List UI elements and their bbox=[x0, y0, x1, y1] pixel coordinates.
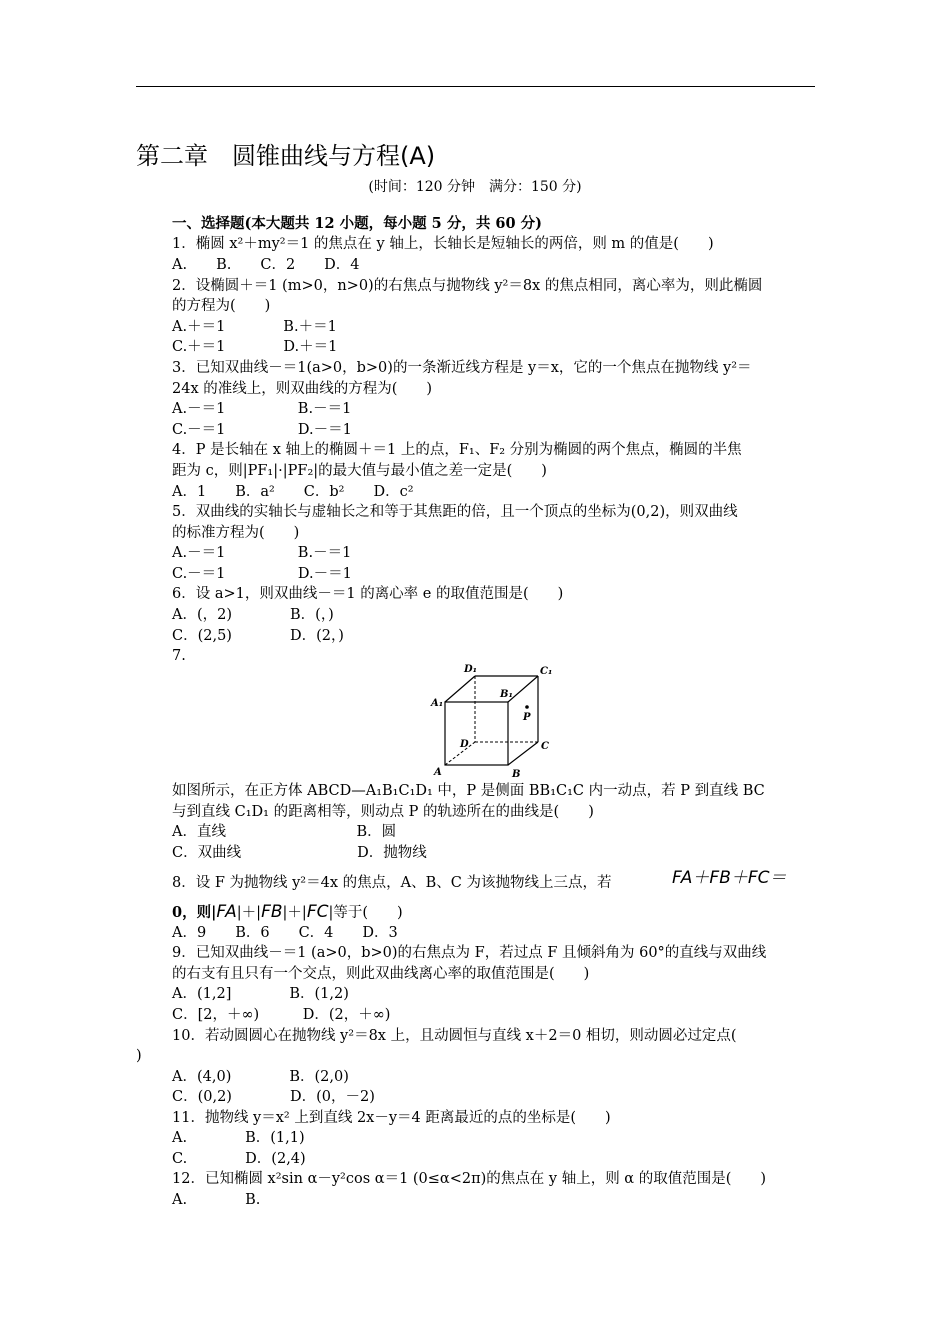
q5-stem-cont: 的标准方程为( ) bbox=[172, 525, 300, 541]
front-face bbox=[445, 702, 508, 765]
q7-number: 7. bbox=[172, 648, 186, 664]
q5-stem: 5．双曲线的实轴长与虚轴长之和等于其焦距的倍，且一个顶点的坐标为(0,2)，则双曲线 bbox=[172, 504, 738, 520]
q2-stem-cont: 的方程为( ) bbox=[172, 298, 271, 314]
q3-options-ab: A.－＝1 B.－＝1 bbox=[172, 401, 352, 417]
q1-stem: 1．椭圆 x²＋my²＝1 的焦点在 y 轴上，长轴长是短轴长的两倍，则 m 的值是( ) bbox=[172, 236, 714, 252]
q8-zero: 0，则| bbox=[172, 904, 217, 921]
q6-options-cd: C．(2,5) D．(2，) bbox=[172, 628, 344, 644]
q10-stem-cont: ) bbox=[136, 1048, 142, 1064]
q9-options-ab: A．(1,2] B．(1,2) bbox=[172, 986, 349, 1002]
label-a1: A₁ bbox=[431, 698, 444, 709]
q7-stem: 如图所示，在正方体 ABCD—A₁B₁C₁D₁ 中，P 是侧面 BB₁C₁C 内一动点，若 P 到直线 BC bbox=[172, 783, 765, 799]
q9-options-cd: C．[2，＋∞) D．(2，＋∞) bbox=[172, 1007, 391, 1023]
label-d: D bbox=[460, 739, 469, 750]
q11-options-ab: A. B．(1,1) bbox=[172, 1130, 305, 1146]
q8-vec-fa: FA bbox=[216, 902, 237, 922]
label-b: B bbox=[512, 769, 521, 780]
label-b1: B₁ bbox=[500, 689, 513, 700]
q8-stem-cont bbox=[172, 902, 403, 922]
q10-options-cd: C．(0,2) D．(0，－2) bbox=[172, 1089, 375, 1105]
q8-sep1: |＋| bbox=[236, 905, 262, 921]
q8-vec-fb: FB bbox=[261, 902, 283, 922]
q8-options: A．9 B．6 C．4 D．3 bbox=[172, 925, 398, 941]
q11-stem: 11．抛物线 y＝x² 上到直线 2x－y＝4 距离最近的点的坐标是( ) bbox=[172, 1110, 611, 1126]
section-heading: 一、选择题(本大题共 12 小题，每小题 5 分，共 60 分) bbox=[172, 215, 542, 232]
q7-options-ab: A．直线 B．圆 bbox=[172, 824, 397, 840]
q3-stem: 3．已知双曲线－＝1(a>0，b>0)的一条渐近线方程是 y＝x，它的一个焦点在抛物线 y²＝ bbox=[172, 360, 752, 376]
edge-bc bbox=[508, 742, 538, 765]
page-title: 第二章 圆锥曲线与方程(A) bbox=[136, 142, 436, 170]
label-p: P bbox=[523, 712, 531, 723]
q9-stem-cont: 的右支有且只有一个交点，则此双曲线离心率的取值范围是( ) bbox=[172, 966, 590, 982]
label-c1: C₁ bbox=[540, 666, 553, 677]
q3-stem-cont: 24x 的准线上，则双曲线的方程为( ) bbox=[172, 381, 433, 397]
q10-options-ab: A．(4,0) B．(2,0) bbox=[172, 1069, 349, 1085]
q7-stem-cont: 与到直线 C₁D₁ 的距离相等，则动点 P 的轨迹所在的曲线是( ) bbox=[172, 804, 594, 820]
q2-stem: 2．设椭圆＋＝1 (m>0，n>0)的右焦点与抛物线 y²＝8x 的焦点相同，离心率为，则此椭圆 bbox=[172, 278, 763, 294]
q10-stem: 10．若动圆圆心在抛物线 y²＝8x 上，且动圆恒与直线 x＋2＝0 相切，则动圆必过定点( bbox=[172, 1028, 737, 1044]
q8-vec-fc: FC bbox=[306, 902, 329, 922]
q2-options-cd: C.＋＝1 D.＋＝1 bbox=[172, 339, 338, 355]
label-c: C bbox=[541, 741, 549, 752]
q9-stem: 9．已知双曲线－＝1 (a>0，b>0)的右焦点为 F，若过点 F 且倾斜角为 60°的直线与双曲线 bbox=[172, 945, 767, 961]
q4-stem-cont: 距为 c，则|PF₁|·|PF₂|的最大值与最小值之差一定是( ) bbox=[172, 463, 547, 479]
q8-stem: 8．设 F 为抛物线 y²＝4x 的焦点，A、B、C 为该抛物线上三点，若 bbox=[172, 875, 612, 891]
q7-options-cd: C．双曲线 D．抛物线 bbox=[172, 845, 427, 861]
q4-stem: 4．P 是长轴在 x 轴上的椭圆＋＝1 上的点，F₁、F₂ 分别为椭圆的两个焦点，椭圆的半焦 bbox=[172, 442, 742, 458]
top-rule bbox=[136, 86, 815, 87]
q12-stem: 12．已知椭圆 x²sin α－y²cos α＝1 (0≤α<2π)的焦点在 y 轴上，则 α 的取值范围是( ) bbox=[172, 1171, 767, 1187]
q8-tail: |等于( ) bbox=[328, 905, 403, 921]
q8-sep2: |＋| bbox=[282, 905, 307, 921]
q5-options-cd: C.－＝1 D.－＝1 bbox=[172, 566, 352, 582]
point-p bbox=[525, 705, 529, 709]
q11-options-cd: C. D．(2,4) bbox=[172, 1151, 306, 1167]
q6-options-ab: A．(，2) B．(，) bbox=[172, 607, 334, 623]
q8-vector-sum: FA＋FB＋FC＝ bbox=[672, 868, 787, 888]
q12-options-ab: A. B. bbox=[172, 1192, 261, 1208]
q1-options: A. B. C．2 D．4 bbox=[172, 257, 360, 273]
label-d1: D₁ bbox=[464, 664, 478, 675]
q3-options-cd: C.－＝1 D.－＝1 bbox=[172, 422, 352, 438]
label-a: A bbox=[434, 767, 442, 778]
exam-meta: (时间：120 分钟 满分：150 分) bbox=[368, 179, 582, 195]
edge-a1d1 bbox=[445, 676, 475, 702]
q2-options-ab: A.＋＝1 B.＋＝1 bbox=[172, 319, 337, 335]
cube-figure bbox=[420, 660, 560, 780]
q6-stem: 6．设 a>1，则双曲线－＝1 的离心率 e 的取值范围是( ) bbox=[172, 586, 564, 602]
q4-options: A．1 B．a² C．b² D．c² bbox=[172, 484, 414, 500]
q5-options-ab: A.－＝1 B.－＝1 bbox=[172, 545, 352, 561]
